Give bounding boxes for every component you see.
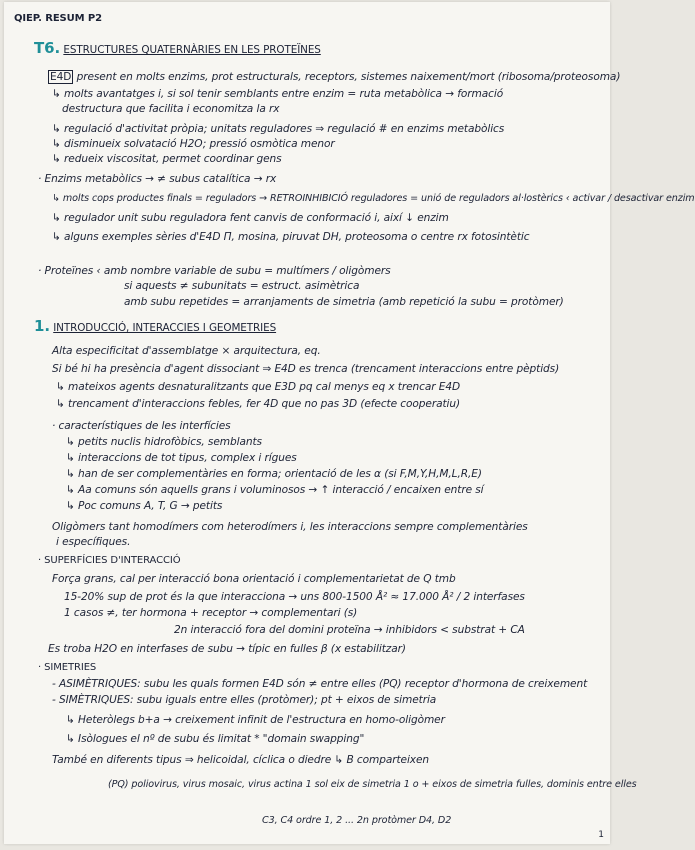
s1-line-6: ↳ petits nuclis hidrofòbics, semblants (66, 436, 262, 448)
sim-line-4: ↳ Isòlogues el nº de subu és limitat * "domain swapping" (66, 733, 365, 745)
superficies-heading: · SUPERFÍCIES D'INTERACCIÓ (38, 555, 181, 566)
s1-line-9: ↳ Aa comuns són aquells grans i voluminosos → ↑ interacció / encaixen entre sí (66, 484, 484, 496)
notes-page (4, 2, 695, 844)
s1-line-11: Oligòmers tant homodímers com heterodímers i, les interaccions sempre complementàries (52, 521, 528, 533)
s1-line-2: Si bé hi ha presència d'agent dissociant ⇒ E4D es trenca (trencament interaccions entre pèptids) (52, 363, 560, 375)
s1-line-10: ↳ Poc comuns A, T, G → petits (66, 500, 223, 512)
sup-line-3: 1 casos ≠, ter hormona + receptor → complementari (s) (64, 607, 358, 619)
e4d-box: E4D (50, 71, 72, 83)
sim-line-2: - SIMÈTRIQUES: subu iguals entre elles (protòmer); pt + eixos de simetria (52, 694, 437, 706)
sup-line-1: Força grans, cal per interacció bona orientació i complementarietat de Q tmb (52, 573, 456, 585)
intro-line-6: ↳ redueix viscositat, permet coordinar gens (52, 153, 282, 165)
sim-line-6: (PQ) poliovirus, virus mosaic, virus actina 1 sol eix de simetria 1 o + eixos de simetria fulles, dominis entre elles (108, 779, 637, 790)
t6-title: ESTRUCTURES QUATERNÀRIES EN LES PROTEÏNES (63, 44, 321, 56)
intro-line-7: · Enzims metabòlics → ≠ subus catalítica → rx (38, 173, 277, 185)
intro-line-12: si aquests ≠ subunitats = estruct. asimètrica (124, 280, 360, 292)
t6-number: T6. (34, 39, 61, 57)
sim-line-7: C3, C4 ordre 1, 2 ... 2n protòmer D4, D2 (262, 815, 452, 826)
t6-heading (34, 39, 606, 57)
section-1-number: 1. (34, 317, 50, 335)
s1-line-4: ↳ trencament d'interaccions febles, fer 4D que no pas 3D (efecte cooperatiu) (56, 398, 461, 410)
intro-line-2: ↳ molts avantatges i, si sol tenir semblants entre enzim = ruta metabòlica → formació (52, 88, 504, 100)
intro-line-13: amb subu repetides = arranjaments de simetria (amb repetició la subu = protòmer) (124, 296, 564, 308)
intro-line-1-text: present en molts enzims, prot estructurals, receptors, sistemes naixement/mort (ribosoma/proteosoma) (76, 71, 621, 83)
s1-line-8: ↳ han de ser complementàries en forma; orientació de les α (si F,M,Y,H,M,L,R,E) (66, 468, 482, 480)
sim-line-3: ↳ Heteròlegs b+a → creixement infinit de l'estructura en homo-oligòmer (66, 714, 445, 726)
sup-line-5: Es troba H2O en interfases de subu → típic en fulles β (x estabilitzar) (48, 643, 406, 655)
intro-line-3: destructura que facilita i economitza la rx (62, 103, 280, 115)
intro-line-1 (48, 71, 621, 84)
sim-line-5: També en diferents tipus ⇒ helicoidal, cíclica o diedre ↳ B comparteixen (52, 754, 430, 766)
s1-line-7: ↳ interaccions de tot tipus, complex i rígues (66, 452, 297, 464)
section-1-heading (34, 317, 606, 335)
intro-line-9: ↳ regulador unit subu reguladora fent canvis de conformació i, així ↓ enzim (52, 212, 449, 224)
intro-line-5: ↳ disminueix solvatació H2O; pressió osmòtica menor (52, 138, 335, 150)
s1-line-5: · característiques de les interfícies (52, 420, 231, 432)
sup-line-2: 15-20% sup de prot és la que interacciona → uns 800-1500 Å² ≈ 17.000 Å² / 2 interfases (64, 591, 525, 603)
sim-line-1: - ASIMÈTRIQUES: subu les quals formen E4D són ≠ entre elles (PQ) receptor d'hormona de creixement (52, 678, 588, 690)
intro-line-8: ↳ molts cops productes finals = reguladors → RETROINHIBICIÓ reguladores = unió de reguladors al·lostèrics ‹ activar / desactivar enzim (52, 193, 695, 204)
section-1-title: INTRODUCCIÓ, INTERACCIES I GEOMETRIES (53, 322, 277, 334)
s1-line-1: Alta especificitat d'assemblatge × arquitectura, eq. (52, 345, 321, 357)
intro-line-10: ↳ alguns exemples sèries d'E4D Π, mosina, piruvat DH, proteosoma o centre rx fotosintètic (52, 231, 530, 243)
sup-line-4: 2n interacció fora del domini proteïna → inhibidors < substrat + CA (174, 624, 525, 636)
page-header: QIEP. RESUM P2 (14, 13, 102, 24)
intro-line-11: · Proteïnes ‹ amb nombre variable de subu = multímers / oligòmers (38, 265, 391, 277)
s1-line-12: i específiques. (56, 536, 131, 548)
page-number: 1 (598, 830, 604, 840)
intro-line-4: ↳ regulació d'activitat pròpia; unitats reguladores ⇒ regulació # en enzims metabòlics (52, 123, 505, 135)
s1-line-3: ↳ mateixos agents desnaturalitzants que E3D pq cal menys eq x trencar E4D (56, 381, 461, 393)
simetries-heading: · SIMETRIES (38, 662, 97, 673)
